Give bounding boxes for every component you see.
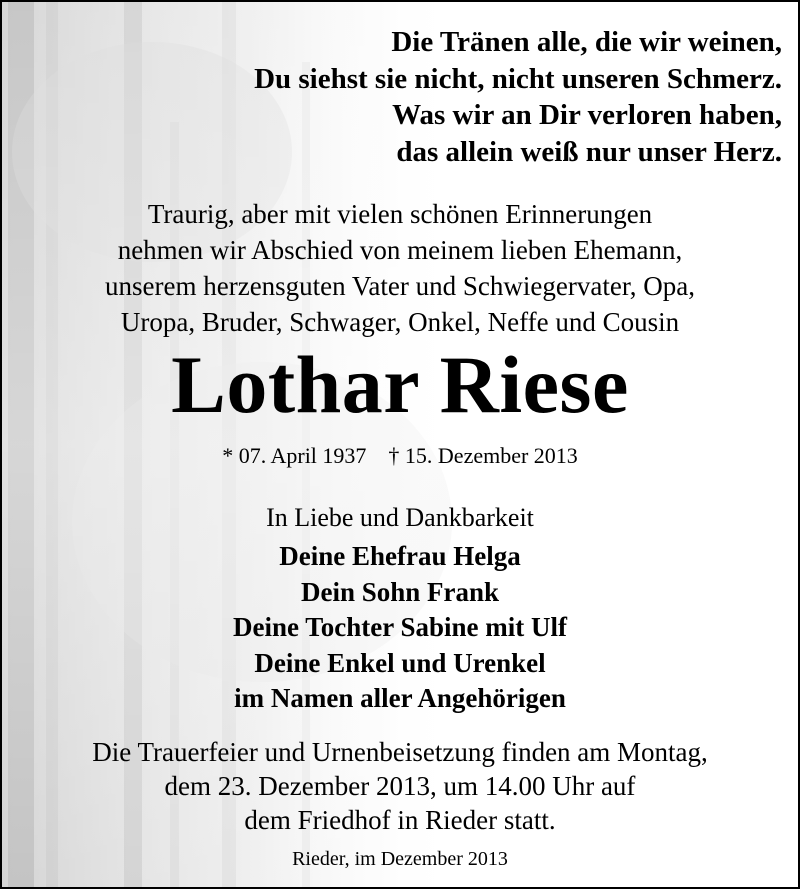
birth-date: * 07. April 1937	[222, 443, 367, 468]
place-and-date: Rieder, im Dezember 2013	[292, 848, 508, 870]
service-line: dem Friedhof in Rieder statt.	[244, 805, 556, 835]
poem-line: das allein weiß nur unser Herz.	[396, 135, 782, 168]
death-date: † 15. Dezember 2013	[388, 443, 578, 468]
service-line: dem 23. Dezember 2013, um 14.00 Uhr auf	[164, 771, 636, 801]
intro-line: unserem herzensguten Vater und Schwiegervater, Opa,	[105, 271, 695, 301]
deceased-name: Lothar Riese	[171, 339, 629, 430]
life-dates	[2, 442, 798, 470]
memorial-poem	[254, 24, 782, 170]
poem-line: Was wir an Dir verloren haben,	[392, 99, 782, 131]
mourners-list	[2, 539, 798, 717]
mourner-entry: Deine Tochter Sabine mit Ulf	[232, 612, 567, 642]
mourner-entry: Deine Ehefrau Helga	[279, 541, 521, 571]
gratitude-line: In Liebe und Dankbarkeit	[266, 503, 534, 532]
mourner-entry: Deine Enkel und Urenkel	[254, 647, 546, 678]
notice-content	[2, 2, 798, 887]
intro-line: Uropa, Bruder, Schwager, Onkel, Neffe und Cousin	[120, 307, 680, 337]
mourner-entry: im Namen aller Angehörigen	[234, 683, 566, 713]
farewell-intro	[2, 196, 798, 340]
mourner-entry: Dein Sohn Frank	[300, 576, 500, 607]
funeral-service-info	[2, 735, 798, 837]
intro-line: nehmen wir Abschied von meinem lieben Ehemann,	[117, 235, 683, 265]
poem-line: Die Tränen alle, die wir weinen,	[391, 26, 782, 58]
intro-line: Traurig, aber mit vielen schönen Erinnerungen	[147, 199, 653, 229]
service-line: Die Trauerfeier und Urnenbeisetzung finden am Montag,	[92, 737, 708, 767]
poem-line: Du siehst sie nicht, nicht unseren Schmerz.	[254, 62, 782, 95]
